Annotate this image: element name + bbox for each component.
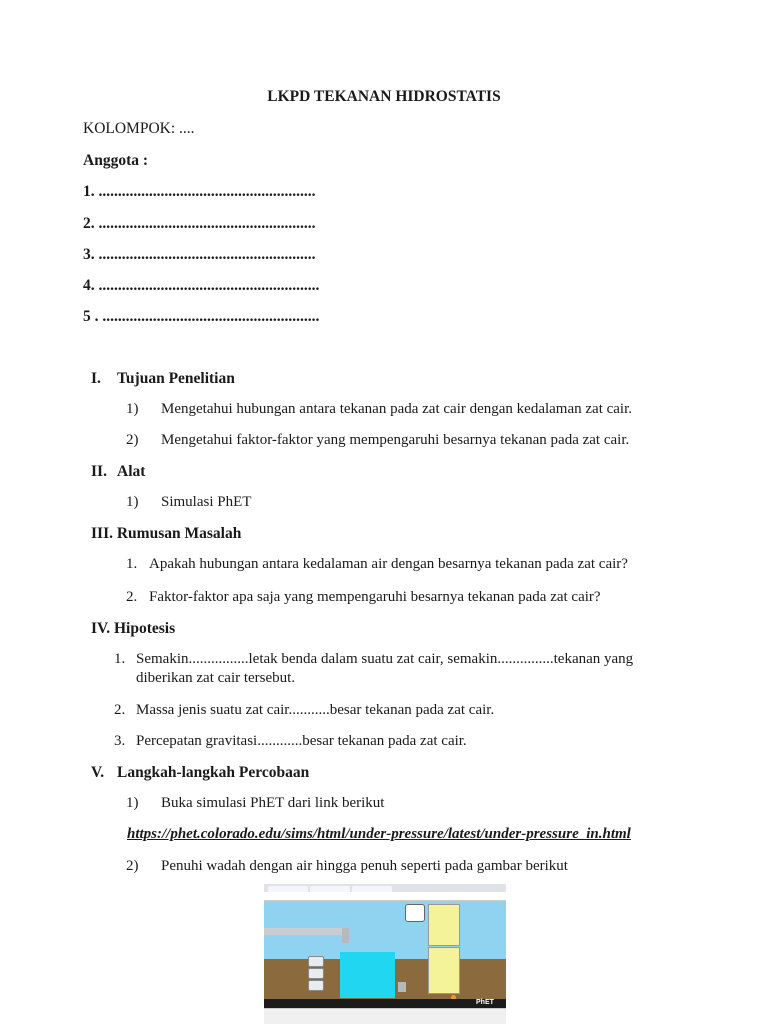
section-number: II.	[91, 463, 107, 480]
pipe-shape	[264, 928, 346, 935]
anggota-label: Anggota :	[83, 152, 149, 169]
scene-button	[308, 968, 324, 979]
anggota-line-1: 1. ........................................................	[83, 183, 316, 200]
faucet-icon	[398, 982, 406, 992]
item-text-continued: diberikan zat cair tersebut.	[136, 670, 296, 686]
section-title: Langkah-langkah Percobaan	[117, 764, 310, 781]
phet-simulation-screenshot	[264, 884, 506, 1024]
item-number: 1)	[126, 494, 139, 510]
taskbar	[264, 1008, 506, 1024]
anggota-line-4: 4. .........................................................	[83, 277, 320, 294]
item-text: Faktor-faktor apa saja yang mempengaruhi besarnya tekanan pada zat cair?	[149, 589, 601, 605]
item-number: 2.	[126, 589, 138, 605]
water-tank	[340, 952, 395, 998]
section-title: Hipotesis	[113, 620, 176, 637]
section-number: V.	[91, 764, 105, 781]
item-number: 2.	[114, 702, 126, 718]
slider-panel	[428, 947, 460, 994]
control-panel	[428, 904, 460, 946]
item-number: 2)	[126, 858, 139, 874]
item-text: Semakin................letak benda dalam suatu zat cair, semakin...............tekanan yang	[136, 651, 634, 667]
phet-logo: PhET	[476, 999, 494, 1006]
section-heading-alat	[91, 463, 145, 481]
section-number: III.	[91, 525, 113, 542]
section-number: IV.	[91, 620, 111, 637]
section-title: Tujuan Penelitian	[117, 370, 235, 387]
kelompok-label: KOLOMPOK: ....	[83, 120, 195, 137]
item-text: Apakah hubungan antara kedalaman air dengan besarnya tekanan pada zat cair?	[149, 556, 628, 572]
scene-button	[308, 956, 324, 967]
sim-bottom-bar	[264, 999, 506, 1008]
item-text: Buka simulasi PhET dari link berikut	[161, 795, 385, 811]
item-text: Mengetahui hubungan antara tekanan pada zat cair dengan kedalaman zat cair.	[161, 401, 633, 417]
item-text: Massa jenis suatu zat cair...........besar tekanan pada zat cair.	[136, 702, 495, 718]
item-text: Percepatan gravitasi............besar tekanan pada zat cair.	[136, 733, 467, 749]
item-number: 3.	[114, 733, 126, 749]
phet-link[interactable]: https://phet.colorado.edu/sims/html/under-pressure/latest/under-pressure_in.html	[127, 826, 631, 842]
page-title: LKPD TEKANAN HIDROSTATIS	[267, 88, 501, 105]
section-heading-langkah	[91, 764, 309, 782]
item-text: Mengetahui faktor-faktor yang mempengaruhi besarnya tekanan pada zat cair.	[161, 432, 630, 448]
pressure-gauge-icon	[405, 904, 425, 922]
item-number: 1)	[126, 795, 139, 811]
section-title: Alat	[117, 463, 146, 480]
scene-button	[308, 980, 324, 991]
item-number: 1)	[126, 401, 139, 417]
item-text: Simulasi PhET	[161, 494, 252, 510]
section-heading-rumusan	[91, 525, 241, 543]
section-title: Rumusan Masalah	[116, 525, 242, 542]
address-bar	[264, 892, 506, 901]
section-heading-hipotesis	[91, 620, 175, 638]
item-text: Penuhi wadah dengan air hingga penuh seperti pada gambar berikut	[161, 858, 568, 874]
anggota-line-3: 3. ........................................................	[83, 246, 316, 263]
pipe-elbow-shape	[342, 928, 349, 943]
section-number: I.	[91, 370, 101, 387]
item-number: 1.	[126, 556, 138, 572]
anggota-line-5: 5 . ........................................................	[83, 308, 320, 325]
item-number: 1.	[114, 651, 126, 667]
section-heading-tujuan	[91, 370, 235, 388]
item-number: 2)	[126, 432, 139, 448]
browser-tabs	[264, 884, 506, 892]
anggota-line-2: 2. ........................................................	[83, 215, 316, 232]
